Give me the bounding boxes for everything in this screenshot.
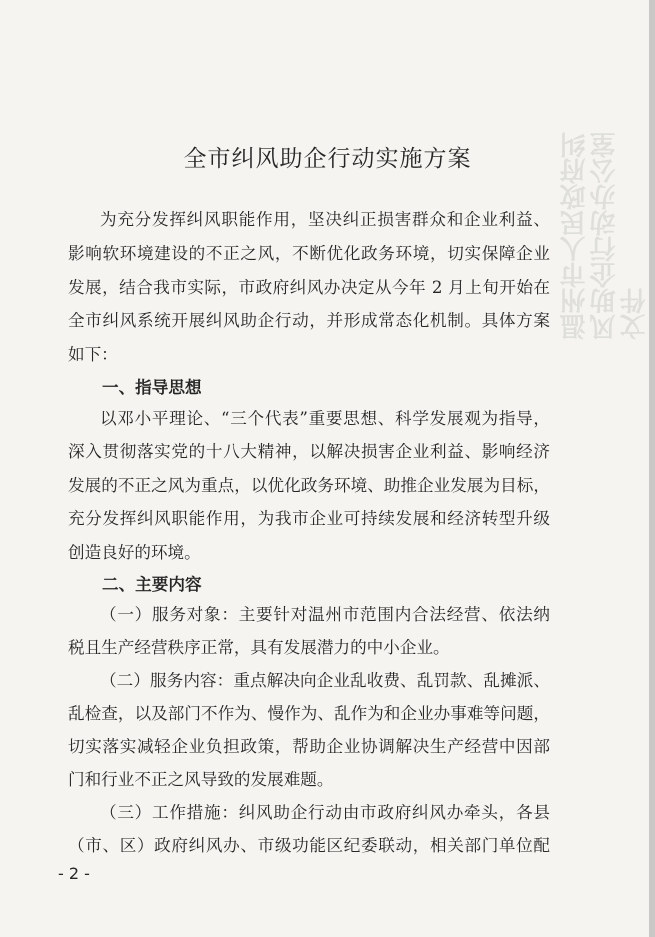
paragraph-line: 切实落实减轻企业负担政策，帮助企业协调解决生产经营中因部 — [68, 737, 550, 756]
paragraph-line: 如下： — [68, 345, 118, 364]
paragraph-line: 全市纠风系统开展纠风助企行动，并形成常态化机制。具体方案 — [68, 311, 550, 330]
paragraph-line: （一）服务对象：主要针对温州市范围内合法经营、依法纳 — [100, 605, 550, 624]
paragraph-line: 充分发挥纠风职能作用，为我市企业可持续发展和经济转型升级 — [68, 509, 550, 528]
paragraph-line: 发展，结合我市实际，市政府纠风办决定从今年 2 月上旬开始在 — [68, 278, 550, 297]
paragraph-line: 发展的不正之风为重点，以优化政务环境、助推企业发展为目标， — [68, 476, 550, 495]
paragraph-line: 税且生产经营秩序正常，具有发展潜力的中小企业。 — [68, 638, 450, 657]
section-heading: 二、主要内容 — [102, 575, 202, 594]
section-heading: 一、指导思想 — [102, 378, 202, 397]
paragraph-line: （市、区）政府纠风办、市级功能区纪委联动，相关部门单位配 — [68, 836, 550, 855]
page-number: - 2 - — [58, 864, 90, 883]
paragraph-line: 乱检查，以及部门不作为、慢作为、乱作为和企业办事难等问题， — [68, 704, 550, 723]
document-title: 全市纠风助企行动实施方案 — [183, 146, 472, 172]
paragraph-line: 门和行业不正之风导致的发展难题。 — [68, 770, 334, 789]
paragraph-line: 以邓小平理论、“三个代表”重要思想、科学发展观为指导， — [100, 409, 550, 428]
paragraph-line: （三）工作措施：纠风助企行动由市政府纠风办牵头，各县 — [100, 803, 550, 822]
paragraph-line: 创造良好的环境。 — [68, 543, 201, 562]
bleed-through-text: 温州市人民政府纠风助企行动办公室文件 — [560, 132, 650, 340]
paragraph-line: 影响软环境建设的不正之风，不断优化政务环境，切实保障企业 — [68, 244, 550, 263]
paragraph-line: 深入贯彻落实党的十八大精神，以解决损害企业利益、影响经济 — [68, 442, 550, 461]
paragraph-line: （二）服务内容：重点解决向企业乱收费、乱罚款、乱摊派、 — [100, 671, 550, 690]
paragraph-line: 为充分发挥纠风职能作用，坚决纠正损害群众和企业利益、 — [100, 210, 550, 229]
